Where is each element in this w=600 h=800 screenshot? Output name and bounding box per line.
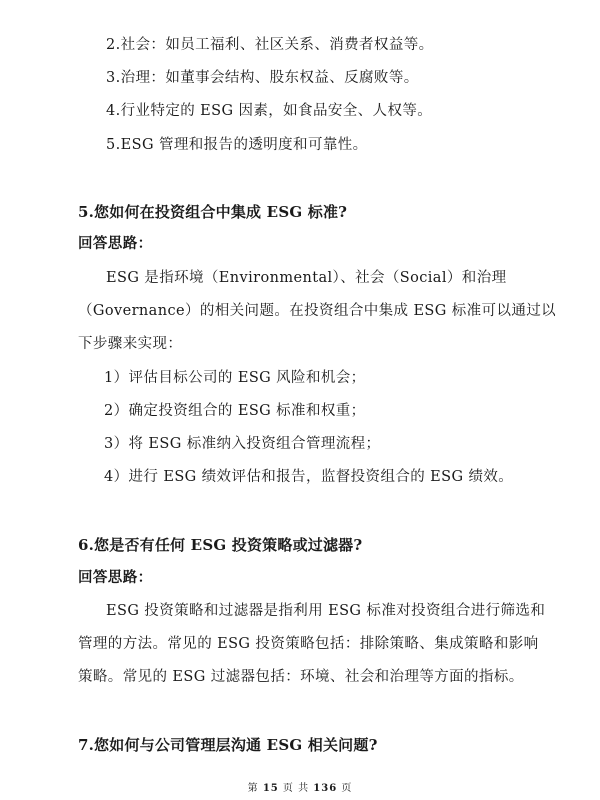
- answer-label: 回答思路：: [78, 235, 153, 252]
- list-item: 2.社会：如员工福利、社区关系、消费者权益等。: [106, 37, 434, 53]
- total-pages-number: 136: [313, 783, 338, 794]
- paragraph-line: （Governance）的相关问题。在投资组合中集成 ESG 标准可以通过以: [78, 303, 557, 319]
- paragraph-line: 管理的方法。常见的 ESG 投资策略包括：排除策略、集成策略和影响: [78, 636, 539, 652]
- list-item: 4.行业特定的 ESG 因素，如食品安全、人权等。: [106, 103, 433, 119]
- list-item: 1）评估目标公司的 ESG 风险和机会；: [104, 370, 366, 386]
- list-item: 3.治理：如董事会结构、股东权益、反腐败等。: [106, 70, 419, 86]
- paragraph-line: ESG 投资策略和过滤器是指利用 ESG 标准对投资组合进行筛选和: [106, 603, 546, 619]
- list-item: 3）将 ESG 标准纳入投资组合管理流程；: [104, 436, 381, 452]
- list-item: 4）进行 ESG 绩效评估和报告，监督投资组合的 ESG 绩效。: [104, 469, 514, 485]
- paragraph-line: 策略。常见的 ESG 过滤器包括：环境、社会和治理等方面的指标。: [78, 669, 524, 685]
- paragraph-line: 下步骤来实现：: [78, 336, 183, 352]
- list-item: 2）确定投资组合的 ESG 标准和权重；: [104, 403, 366, 419]
- question-heading: 5.您如何在投资组合中集成 ESG 标准?: [78, 203, 348, 221]
- footer-middle: 页 共: [282, 783, 310, 794]
- page-footer: [0, 782, 600, 796]
- footer-suffix: 页: [341, 783, 353, 794]
- question-heading: 6.您是否有任何 ESG 投资策略或过滤器?: [78, 536, 363, 554]
- answer-label: 回答思路：: [78, 569, 153, 586]
- list-item: 5.ESG 管理和报告的透明度和可靠性。: [106, 137, 368, 153]
- current-page-number: 15: [262, 783, 279, 794]
- question-heading: 7.您如何与公司管理层沟通 ESG 相关问题?: [78, 736, 378, 754]
- paragraph-line: ESG 是指环境（Environmental）、社会（Social）和治理: [106, 270, 507, 286]
- footer-prefix: 第: [247, 783, 259, 794]
